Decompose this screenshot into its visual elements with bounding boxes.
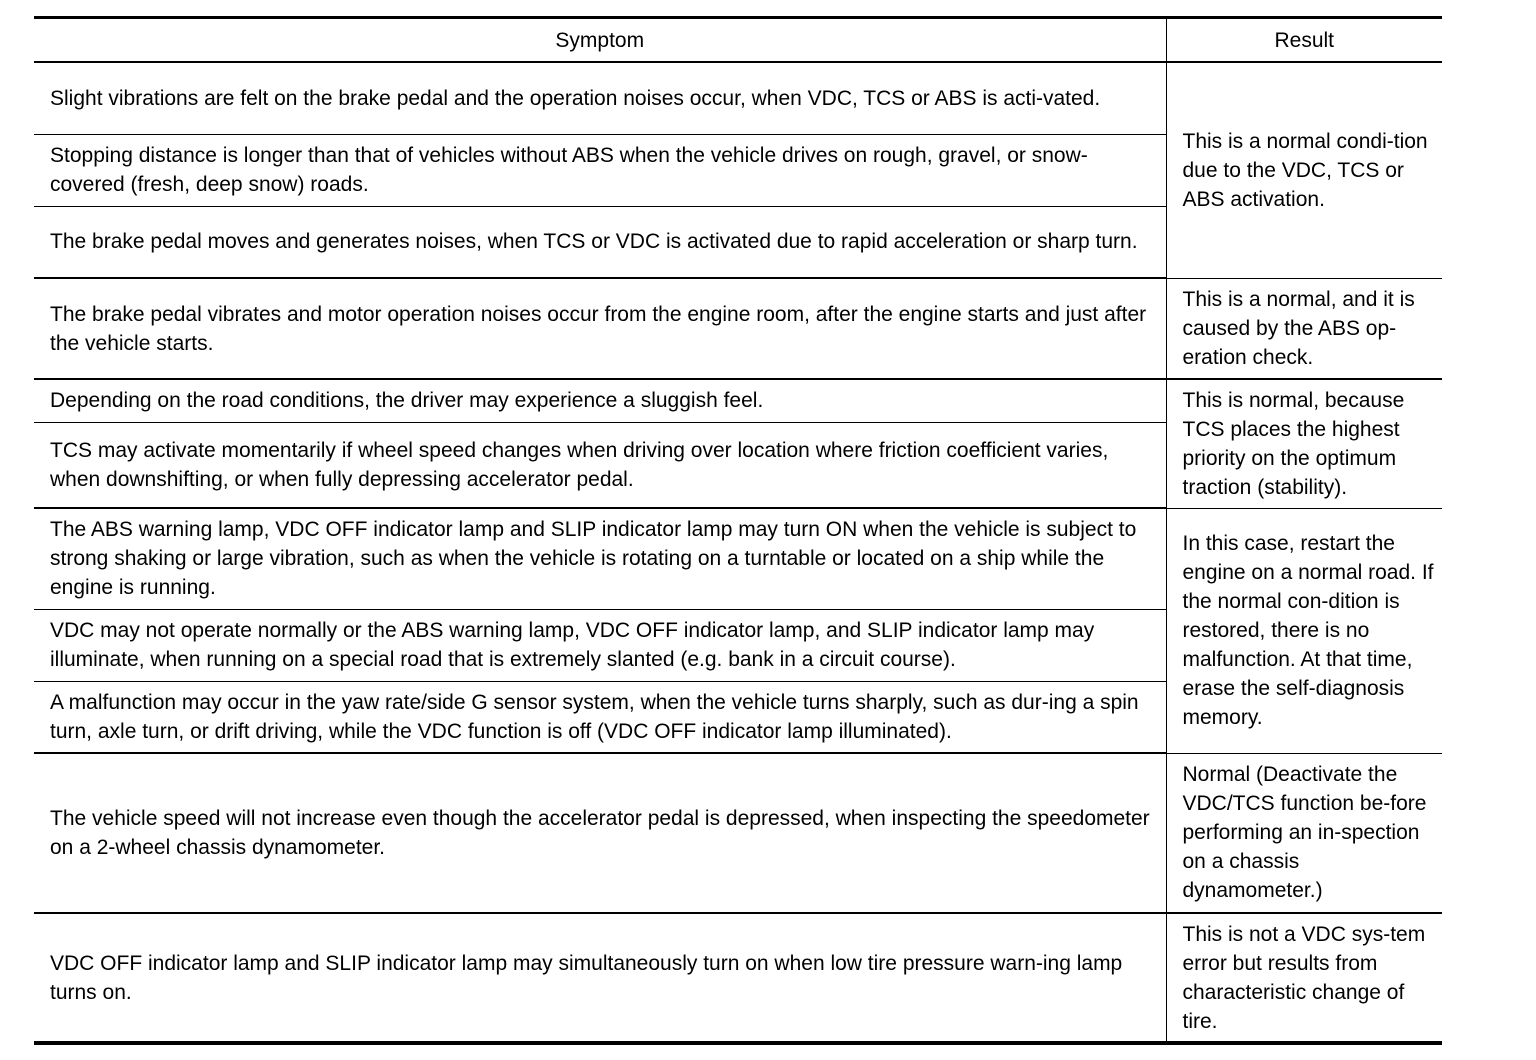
table-row	[34, 62, 1442, 134]
symptom-cell: The ABS warning lamp, VDC OFF indicator lamp and SLIP indicator lamp may turn ON when the vehicle is subject to strong shaking or large vibration, such as when the vehicle is rotating on a turntable or located on a ship while the engine is running.	[34, 508, 1166, 609]
table-row	[34, 278, 1442, 379]
result-cell: This is normal, because TCS places the highest priority on the optimum traction (stability).	[1166, 379, 1442, 508]
symptom-cell: The brake pedal vibrates and motor operation noises occur from the engine room, after the engine starts and just after the vehicle starts.	[34, 278, 1166, 379]
symptom-cell: The brake pedal moves and generates noises, when TCS or VDC is activated due to rapid acceleration or sharp turn.	[34, 206, 1166, 278]
header-row	[34, 18, 1442, 63]
symptom-cell: VDC OFF indicator lamp and SLIP indicator lamp may simultaneously turn on when low tire pressure warn-ing lamp turns on.	[34, 913, 1166, 1043]
symptom-cell: TCS may activate momentarily if wheel speed changes when driving over location where friction coefficient varies, when downshifting, or when fully depressing accelerator pedal.	[34, 422, 1166, 508]
symptom-cell: VDC may not operate normally or the ABS warning lamp, VDC OFF indicator lamp, and SLIP indicator lamp may illuminate, when running on a special road that is extremely slanted (e.g. bank in a circuit course).	[34, 609, 1166, 681]
result-cell: Normal (Deactivate the VDC/TCS function be-fore performing an in-spection on a chassis dynamometer.)	[1166, 753, 1442, 913]
table-row	[34, 913, 1442, 1043]
symptom-cell: Stopping distance is longer than that of vehicles without ABS when the vehicle drives on rough, gravel, or snow-covered (fresh, deep snow) roads.	[34, 134, 1166, 206]
symptom-cell: The vehicle speed will not increase even though the accelerator pedal is depressed, when inspecting the speedometer on a 2-wheel chassis dynamometer.	[34, 753, 1166, 913]
result-column-header: Result	[1166, 18, 1442, 63]
table-row	[34, 753, 1442, 913]
result-cell: This is a normal condi-tion due to the VDC, TCS or ABS activation.	[1166, 62, 1442, 278]
symptom-column-header: Symptom	[34, 18, 1166, 63]
table-row	[34, 508, 1442, 609]
symptom-cell: A malfunction may occur in the yaw rate/side G sensor system, when the vehicle turns sharply, such as dur-ing a spin turn, axle turn, or drift driving, while the VDC function is off (VDC OFF indicator lamp illuminated).	[34, 681, 1166, 753]
result-cell: This is a normal, and it is caused by the ABS op-eration check.	[1166, 278, 1442, 379]
result-cell: This is not a VDC sys-tem error but results from characteristic change of tire.	[1166, 913, 1442, 1043]
symptom-result-table	[34, 16, 1442, 1045]
table-row	[34, 379, 1442, 422]
symptom-cell: Slight vibrations are felt on the brake pedal and the operation noises occur, when VDC, TCS or ABS is acti-vated.	[34, 62, 1166, 134]
result-cell: In this case, restart the engine on a normal road. If the normal con-dition is restored, there is no malfunction. At that time, erase the self-diagnosis memory.	[1166, 508, 1442, 753]
symptom-cell: Depending on the road conditions, the driver may experience a sluggish feel.	[34, 379, 1166, 422]
